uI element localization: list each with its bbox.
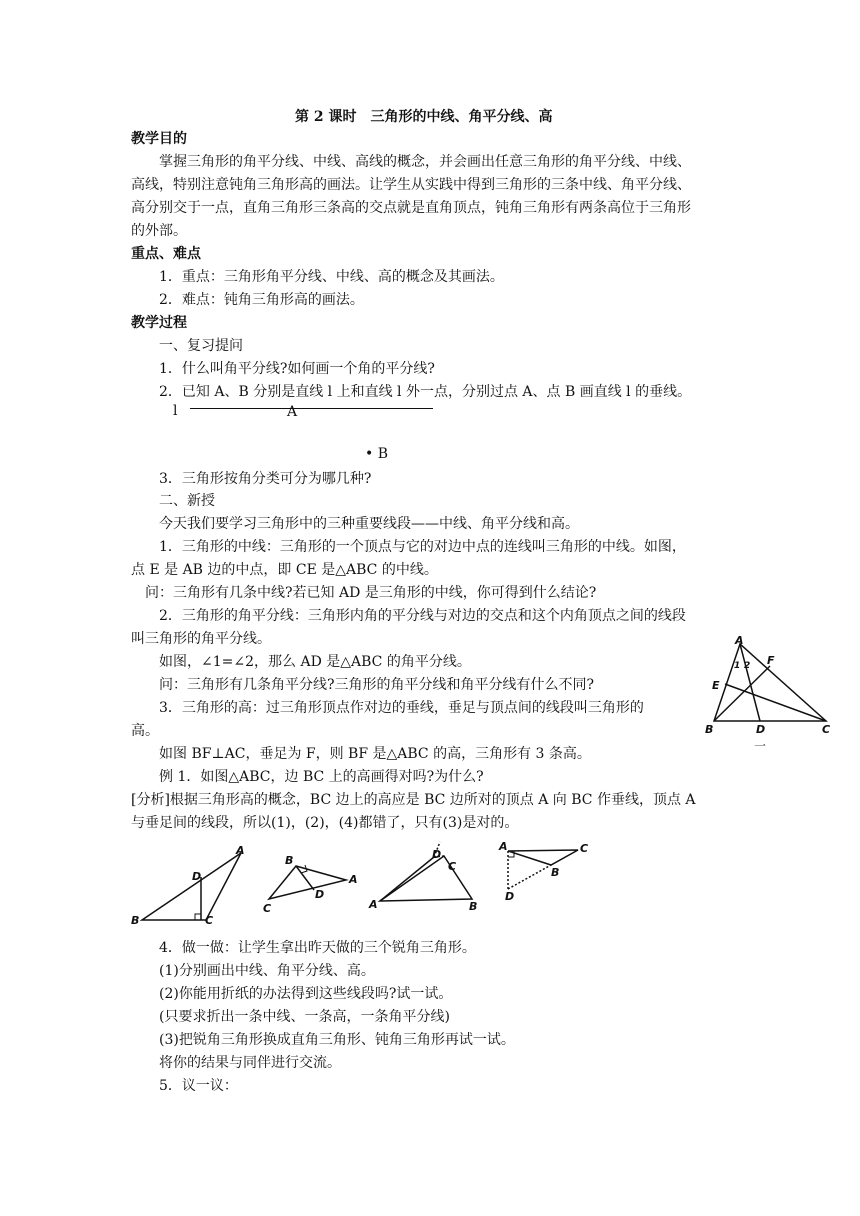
t1-label-a: A [236, 844, 245, 857]
t1-label-b: B [131, 914, 140, 927]
question-3: 3．三角形按角分类可分为哪几种? [159, 471, 372, 487]
key-heading: 重点、难点 [131, 246, 201, 262]
fig-label-2: 2 [744, 661, 751, 671]
example-triangle-3 [366, 834, 491, 914]
fig-label-e: E [712, 679, 720, 692]
line-l-label: l [173, 403, 178, 419]
fig-label-c: C [822, 723, 831, 736]
try-heading: 4．做一做：让学生拿出昨天做的三个锐角三角形。 [159, 940, 476, 956]
analysis-text: 与垂足间的线段，所以(1)，(2)，(4)都错了，只有(3)是对的。 [131, 815, 519, 831]
line-l [190, 408, 433, 409]
analysis-text: [分析]根据三角形高的概念，BC 边上的高应是 BC 边所对的顶点 A 向 BC 作垂线，顶点 A [131, 792, 696, 808]
fig-label-d: D [756, 723, 766, 736]
bisector-text: 2．三角形的角平分线：三角形内角的平分线与对边的交点和这个内角顶点之间的线段 [159, 608, 686, 624]
bisector-text: 如图，∠1=∠2，那么 AD 是△ABC 的角平分线。 [159, 654, 471, 670]
intro-text: 今天我们要学习三角形中的三种重要线段——中线、角平分线和高。 [159, 516, 579, 532]
altitude-text: 3．三角形的高：过三角形顶点作对边的垂线，垂足与顶点间的线段叫三角形的 [159, 700, 644, 716]
process-heading: 教学过程 [131, 315, 187, 331]
t2-label-d: D [315, 888, 325, 901]
question-1: 1．什么叫角平分线?如何画一个角的平分线? [159, 361, 435, 377]
t3-label-d: D [432, 848, 442, 861]
discuss-heading: 5．议一议： [159, 1078, 238, 1094]
goal-line: 掌握三角形的角平分线、中线、高线的概念，并会画出任意三角形的角平分线、中线、 [159, 154, 691, 170]
t4-label-a: A [499, 840, 508, 853]
median-text: 1．三角形的中线：三角形的一个顶点与它的对边中点的连线叫三角形的中线。如图， [159, 539, 686, 555]
bisector-question: 问：三角形有几条角平分线?三角形的角平分线和角平分线有什么不同? [159, 677, 595, 693]
try-item: (只要求折出一条中线、一条高，一条角平分线) [159, 1009, 450, 1025]
t3-label-c: C [448, 860, 457, 873]
example-triangle-4 [496, 836, 601, 906]
try-item: (1)分别画出中线、角平分线、高。 [159, 963, 375, 979]
t4-label-d: D [505, 890, 515, 903]
new-heading: 二、新授 [159, 493, 215, 509]
goal-heading: 教学目的 [131, 131, 187, 147]
key-point-1: 1．重点：三角形角平分线、中线、高的概念及其画法。 [159, 269, 504, 285]
t4-label-b: B [551, 866, 560, 879]
page-title: 第 2 课时 三角形的中线、角平分线、高 [295, 109, 553, 125]
example-1: 例 1．如图△ABC，边 BC 上的高画得对吗?为什么? [159, 769, 484, 785]
altitude-text: 高。 [131, 723, 159, 739]
fig-label-1: 1 [734, 661, 741, 671]
try-item: (2)你能用折纸的办法得到这些线段吗?试一试。 [159, 986, 453, 1002]
t3-label-a: A [369, 898, 378, 911]
point-b-label: • B [365, 446, 388, 462]
t3-label-b: B [469, 900, 478, 913]
t2-label-b: B [285, 854, 294, 867]
bisector-text: 叫三角形的角平分线。 [131, 631, 271, 647]
try-item: (3)把锐角三角形换成直角三角形、钝角三角形再试一试。 [159, 1032, 515, 1048]
question-2: 2．已知 A、B 分别是直线 l 上和直线 l 外一点，分别过点 A、点 B 画直线 l 的垂线。 [159, 384, 692, 400]
point-a-label: A [287, 404, 298, 420]
t2-label-a: A [349, 873, 358, 886]
example-triangle-2 [258, 852, 368, 917]
fig-caption: 一 [754, 739, 767, 753]
goal-line: 高分别交于一点，直角三角形三条高的交点就是直角顶点，钝角三角形有两条高位于三角形 [131, 200, 691, 216]
key-point-2: 2．难点：钝角三角形高的画法。 [159, 292, 364, 308]
t4-label-c: C [580, 842, 589, 855]
goal-line: 高线，特别注意钝角三角形高的画法。让学生从实践中得到三角形的三条中线、角平分线、 [131, 177, 691, 193]
t1-label-c: C [205, 914, 214, 927]
example-triangle-1 [128, 838, 253, 930]
review-heading: 一、复习提问 [159, 338, 243, 354]
try-item: 将你的结果与同伴进行交流。 [159, 1055, 341, 1071]
altitude-text: 如图 BF⊥AC，垂足为 F，则 BF 是△ABC 的高，三角形有 3 条高。 [159, 746, 591, 762]
fig-label-a: A [735, 634, 744, 647]
fig-label-f: F [767, 654, 775, 667]
goal-line: 的外部。 [131, 223, 187, 239]
t2-label-c: C [263, 902, 272, 915]
median-text: 点 E 是 AB 边的中点，即 CE 是△ABC 的中线。 [131, 562, 438, 578]
t1-label-d: D [192, 870, 202, 883]
triangle-figure [700, 632, 840, 757]
fig-label-b: B [705, 723, 714, 736]
median-question: 问：三角形有几条中线?若已知 AD 是三角形的中线，你可得到什么结论? [145, 585, 597, 601]
